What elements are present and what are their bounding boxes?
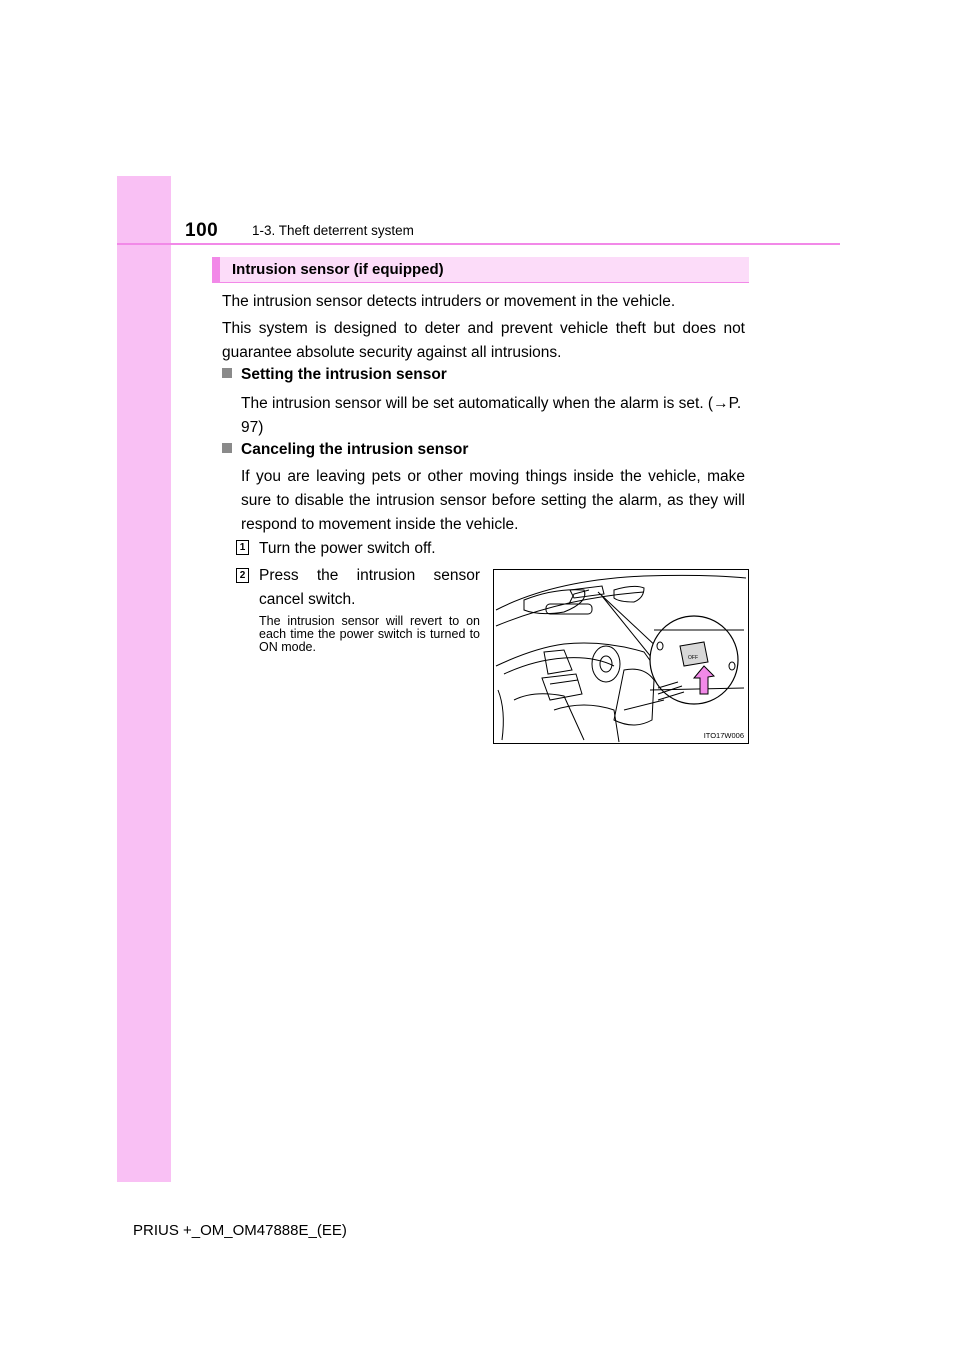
- step-2-text: Press the intrusion sensor cancel switch.: [259, 567, 480, 608]
- section-heading: [212, 257, 749, 283]
- intro-paragraph: The intrusion sensor detects intruders or movement in the vehicle.: [222, 293, 676, 310]
- setting-text: The intrusion sensor will be set automatically when the alarm is set. (→P. 97): [241, 395, 742, 436]
- step-number-1: 1: [236, 540, 249, 555]
- switch-label: OFF: [688, 655, 698, 661]
- document-footer: PRIUS +_OM_OM47888E_(EE): [133, 1222, 347, 1239]
- step-1-text: Turn the power switch off.: [259, 540, 436, 557]
- bullet-square-icon: [222, 443, 232, 453]
- page-number: 100: [185, 220, 219, 241]
- canceling-heading: Canceling the intrusion sensor: [222, 441, 468, 459]
- section-title: Intrusion sensor (if equipped): [232, 261, 444, 278]
- bullet-square-icon: [222, 368, 232, 378]
- intrusion-sensor-switch-illustration: [493, 569, 749, 744]
- illustration-code: ITO17W006: [703, 731, 744, 740]
- step-number-2: 2: [236, 568, 249, 583]
- setting-heading: Setting the intrusion sensor: [222, 366, 447, 384]
- intrusion-sensor-cancel-switch: [680, 642, 708, 666]
- step-note: The intrusion sensor will revert to on each time the power switch is turned to ON mode.: [259, 614, 480, 654]
- car-interior-drawing: [494, 570, 748, 743]
- chapter-sidebar-tab: [117, 176, 171, 1182]
- chapter-title: 1-3. Theft deterrent system: [252, 223, 414, 238]
- canceling-text: If you are leaving pets or other moving things inside the vehicle, make sure to disable the intrusion sensor before setting the alarm, as they will respond to movement inside the vehicle.: [241, 468, 745, 533]
- header-rule: [117, 243, 840, 245]
- disclaimer-paragraph: This system is designed to deter and prevent vehicle theft but does not guarantee absolute security against all intrusions.: [222, 320, 745, 361]
